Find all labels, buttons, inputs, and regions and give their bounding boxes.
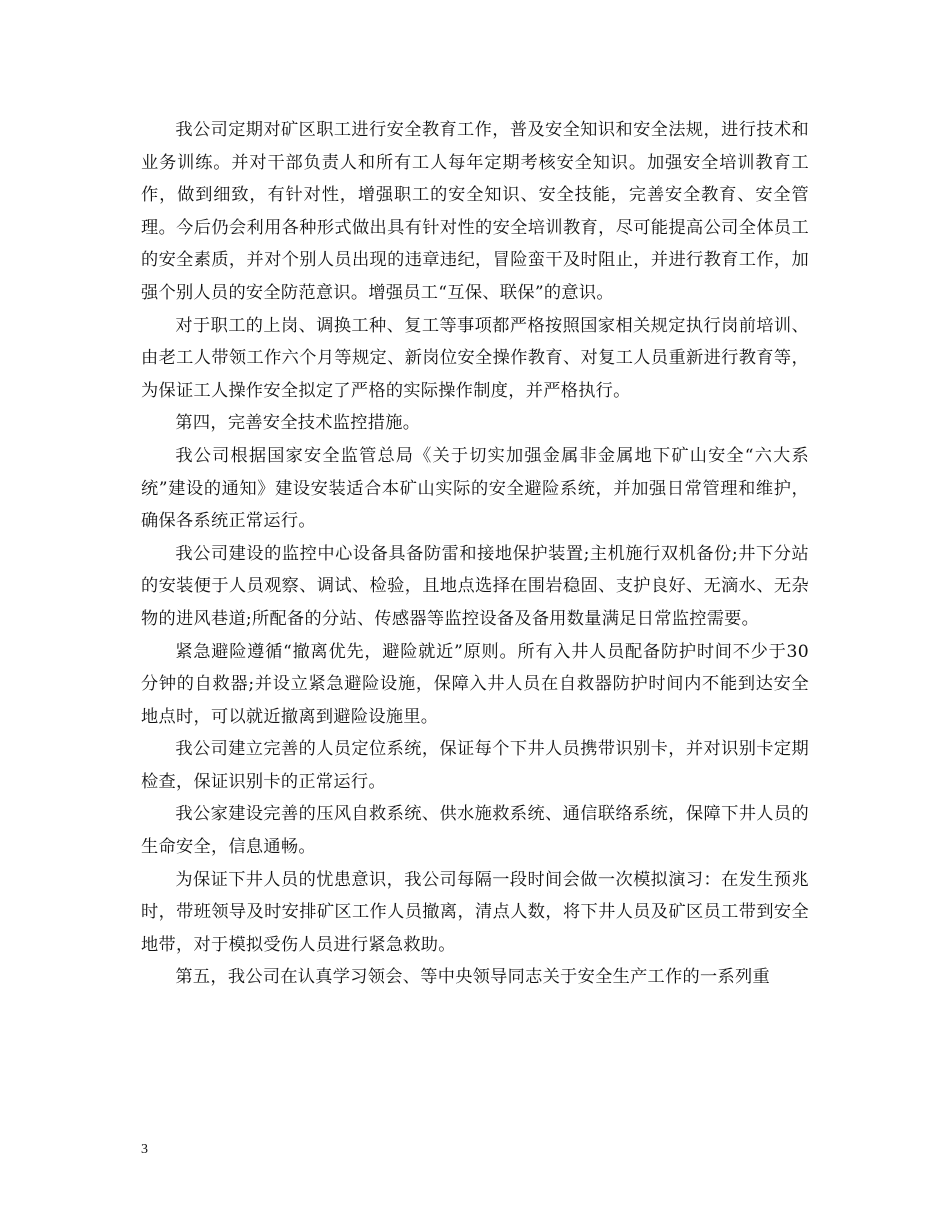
document-body (141, 114, 809, 994)
paragraph-support-systems: 我公家建设完善的压风自救系统、供水施救系统、通信联络系统，保障下井人员的生命安全，信息通畅。 (141, 804, 809, 858)
paragraph-monitoring-center: 我公司建设的监控中心设备具备防雷和接地保护装置;主机施行双机备份;井下分站的安装便于人员观察、调试、检验，且地点选择在围岩稳固、支护良好、无滴水、无杂物的进风巷道;所配备的分站、传感器等监控设备及备用数量满足日常监控需要。 (141, 543, 809, 629)
paragraph-personnel-positioning: 我公司建立完善的人员定位系统，保证每个下井人员携带识别卡，并对识别卡定期检查，保证识别卡的正常运行。 (141, 739, 809, 792)
paragraph-job-training: 对于职工的上岗、调换工种、复工等事项都严格按照国家相关规定执行岗前培训、由老工人带领工作六个月等规定、新岗位安全操作教育、对复工人员重新进行教育等，为保证工人操作安全拟定了严格的实际操作制度，并严格执行。 (141, 315, 809, 401)
paragraph-heading-fifth: 第五，我公司在认真学习领会、等中央领导同志关于安全生产工作的一系列重 (175, 967, 770, 988)
paragraph-drill-exercise: 为保证下井人员的忧患意识，我公司每隔一段时间会做一次模拟演习：在发生预兆时，带班领导及时安排矿区工作人员撤离，清点人数，将下井人员及矿区员工带到安全地带，对于模拟受伤人员进行紧急救助。 (141, 869, 809, 955)
paragraph-safety-education: 我公司定期对矿区职工进行安全教育工作，普及安全知识和安全法规，进行技术和业务训练。并对干部负责人和所有工人每年定期考核安全知识。加强安全培训教育工作，做到细致，有针对性，增强职工的安全知识、安全技能，完善安全教育、安全管理。今后仍会利用各种形式做出具有针对性的安全培训教育，尽可能提高公司全体员工的安全素质，并对个别人员出现的违章违纪，冒险蛮干及时阻止，并进行教育工作，加强个别人员的安全防范意识。增强员工“互保、联保”的意识。 (141, 120, 809, 303)
paragraph-heading-fourth: 第四，完善安全技术监控措施。 (175, 413, 421, 434)
paragraph-emergency-refuge: 紧急避险遵循“撤离优先，避险就近”原则。所有入井人员配备防护时间不少于30分钟的自救器;并设立紧急避险设施，保障入井人员在自救器防护时间内不能到达安全地点时，可以就近撤离到避险设施里。 (141, 641, 809, 727)
paragraph-six-systems: 我公司根据国家安全监管总局《关于切实加强金属非金属地下矿山安全“六大系统”建设的通知》建设安装适合本矿山实际的安全避险系统，并加强日常管理和维护，确保各系统正常运行。 (141, 445, 809, 532)
page-number: 3 (141, 1142, 148, 1157)
